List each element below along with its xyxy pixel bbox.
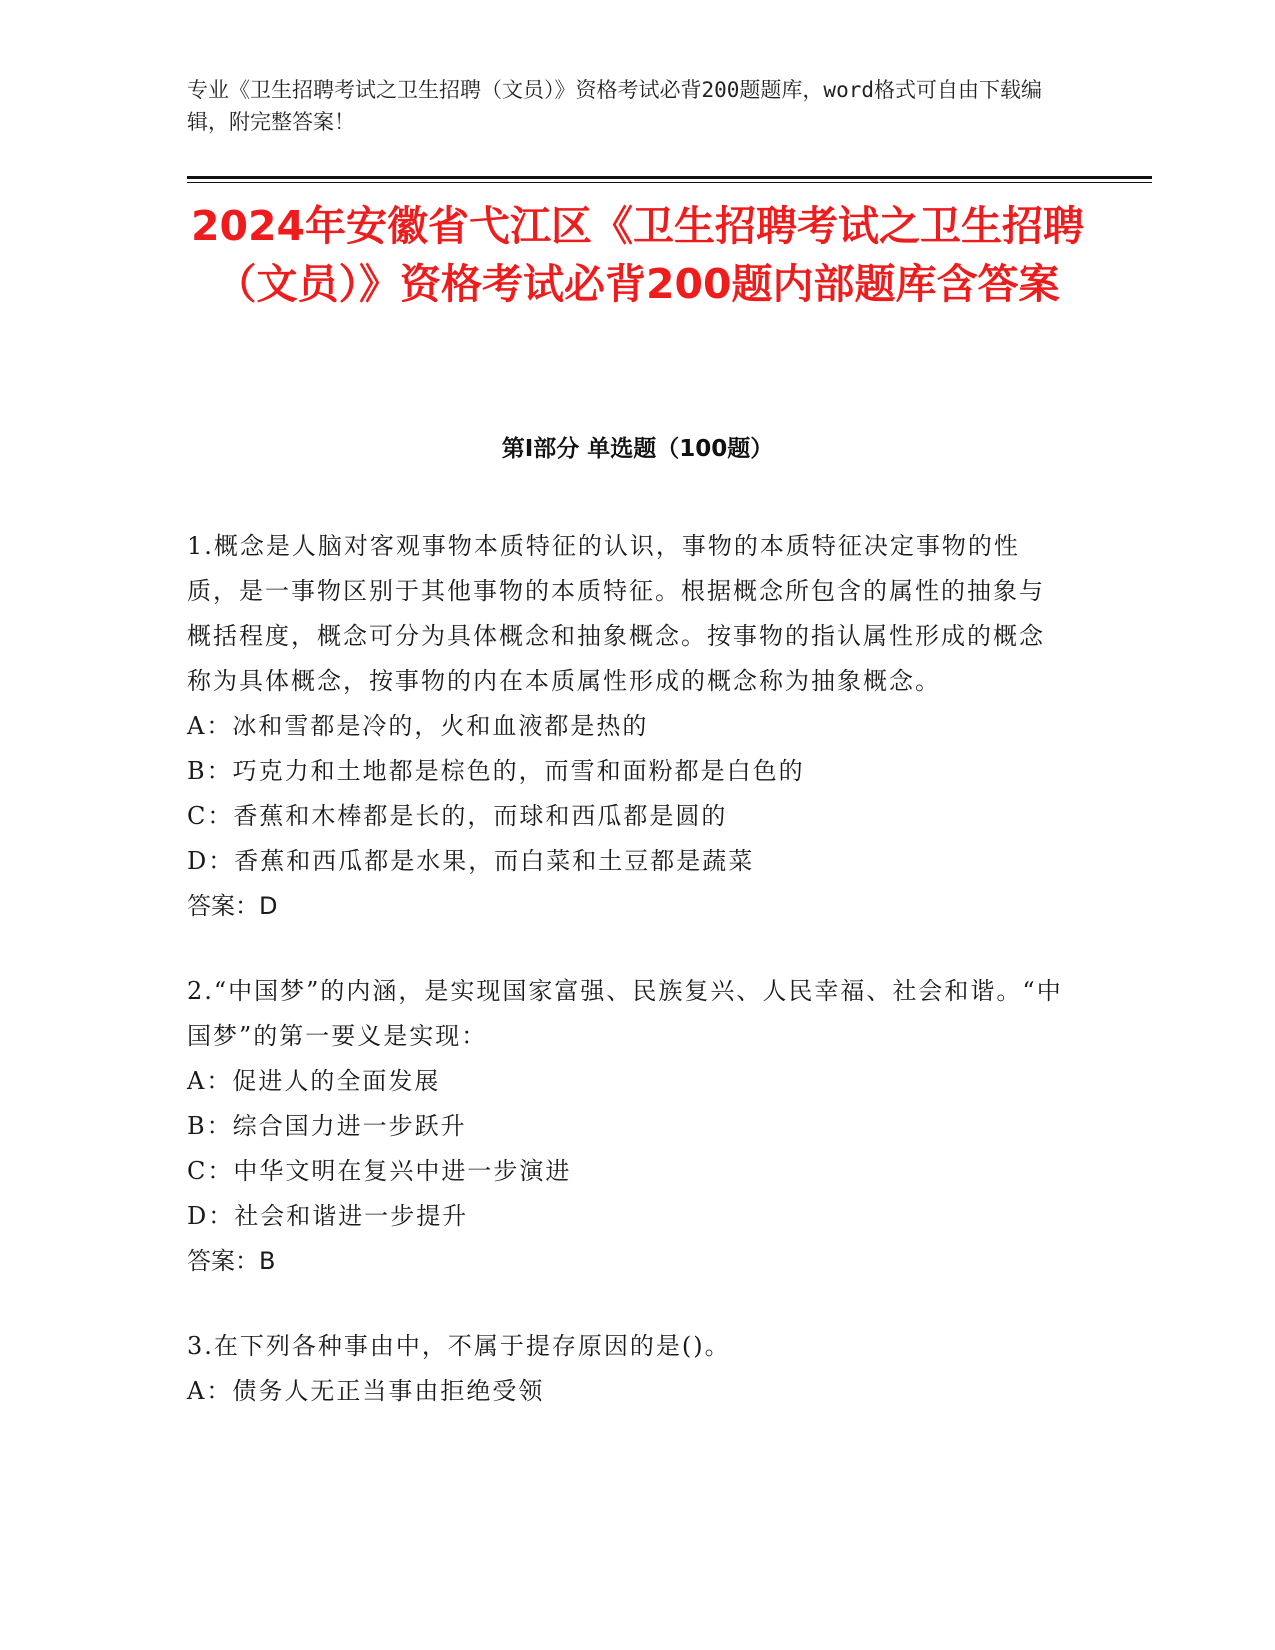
option-a: A：债务人无正当事由拒绝受领 xyxy=(187,1377,545,1405)
option-a: A：促进人的全面发展 xyxy=(187,1067,441,1095)
question-stem: 1.概念是人脑对客观事物本质特征的认识，事物的本质特征决定事物的性质，是一事物区别于其他事物的本质特征。根据概念所包含的属性的抽象与概括程度，概念可分为具体概念和抽象概念。按事物的指认属性形成的概念称为具体概念，按事物的内在本质属性形成的概念称为抽象概念。 xyxy=(187,532,1045,695)
header-divider-thin xyxy=(187,182,1152,183)
answer-label: 答案：B xyxy=(187,1247,276,1275)
section-title: 第Ⅰ部分 单选题（100题） xyxy=(501,436,774,462)
option-c: C：中华文明在复兴中进一步演进 xyxy=(187,1157,572,1185)
intro-text: 专业《卫生招聘考试之卫生招聘（文员）》资格考试必背200题题库，word格式可自由下载编辑，附完整答案！ xyxy=(187,78,1042,134)
question-1 xyxy=(187,524,1067,929)
question-stem: 3.在下列各种事由中，不属于提存原因的是()。 xyxy=(187,1332,731,1360)
option-c: C：香蕉和木棒都是长的，而球和西瓜都是圆的 xyxy=(187,802,728,830)
option-b: B：巧克力和土地都是棕色的，而雪和面粉都是白色的 xyxy=(187,757,805,785)
header-divider-thick xyxy=(187,176,1152,179)
question-3 xyxy=(187,1324,1067,1414)
question-list xyxy=(187,524,1067,1414)
question-2 xyxy=(187,969,1067,1284)
option-b: B：综合国力进一步跃升 xyxy=(187,1112,467,1140)
option-a: A：冰和雪都是冷的，火和血液都是热的 xyxy=(187,712,649,740)
document-title: 2024年安徽省弋江区《卫生招聘考试之卫生招聘（文员）》资格考试必背200题内部题库含答案 xyxy=(190,202,1085,308)
option-d: D：香蕉和西瓜都是水果，而白菜和土豆都是蔬菜 xyxy=(187,847,755,875)
option-d: D：社会和谐进一步提升 xyxy=(187,1202,469,1230)
answer-label: 答案：D xyxy=(187,892,278,920)
question-stem: 2.“中国梦”的内涵，是实现国家富强、民族复兴、人民幸福、社会和谐。“中国梦”的第一要义是实现： xyxy=(187,977,1063,1050)
